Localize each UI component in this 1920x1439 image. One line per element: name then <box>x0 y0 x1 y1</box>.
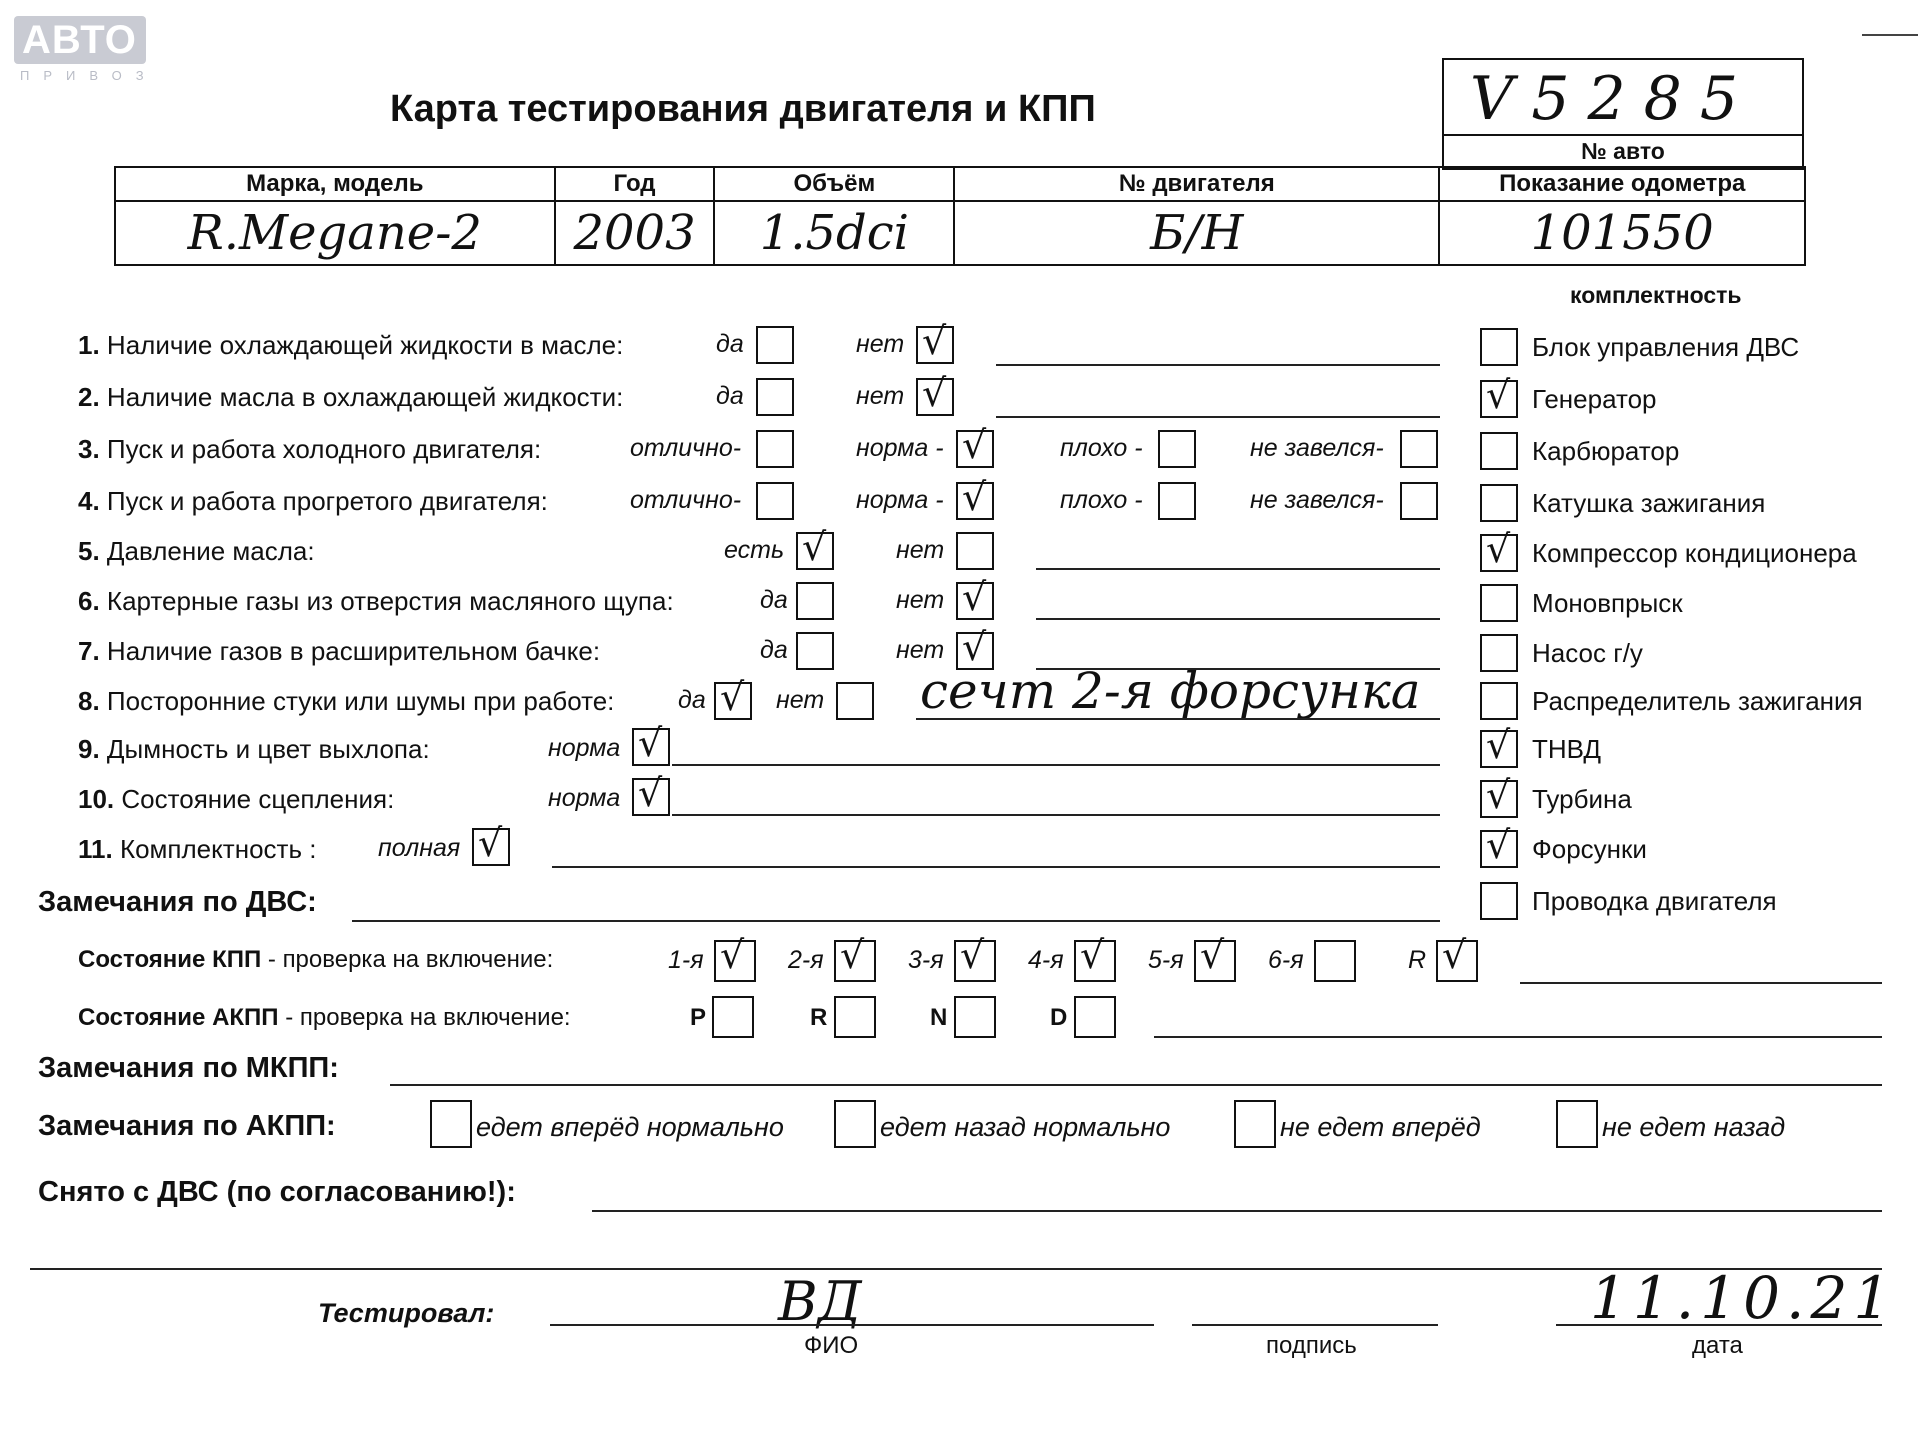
check-mark-icon: √ <box>1080 933 1105 977</box>
date-line <box>1556 1324 1882 1326</box>
tested-by-label: Тестировал: <box>318 1298 495 1328</box>
col-header-odometer: Показание одометра <box>1439 167 1805 201</box>
akpp-gear-n-checkbox[interactable] <box>954 996 996 1038</box>
q2-opt-no-label: нет <box>856 382 905 410</box>
q4-checkbox-nostart[interactable] <box>1400 482 1438 520</box>
cell-year: 2003 <box>555 201 715 265</box>
komplekt-checkbox-5[interactable] <box>1480 527 1518 572</box>
q10-opt-normal-label: норма <box>548 784 621 812</box>
q10-label <box>78 784 394 815</box>
q1-checkbox-no[interactable] <box>916 319 954 364</box>
check-mark-icon: √ <box>962 423 987 467</box>
akpp-note-line <box>1154 1036 1882 1038</box>
q5-checkbox-yes[interactable] <box>796 525 834 570</box>
kpp-gear-1-checkbox[interactable] <box>714 933 756 982</box>
komplekt-checkbox-9[interactable] <box>1480 723 1518 768</box>
q4-opt-bad-label: плохо - <box>1060 486 1143 514</box>
q1-checkbox-yes[interactable] <box>756 326 794 364</box>
akpp-label-bold: Состояние АКПП <box>78 1004 279 1031</box>
tested-by-fio-handwritten: ВД <box>778 1270 862 1333</box>
q11-text: Комплектность : <box>119 834 317 864</box>
kpp-gear-5-label: 5-я <box>1148 946 1184 974</box>
q9-text: Дымность и цвет выхлопа: <box>106 734 430 764</box>
cell-volume: 1.5dci <box>714 201 954 265</box>
akpp-gear-d-label: D <box>1050 1004 1068 1031</box>
q3-checkbox-nostart[interactable] <box>1400 430 1438 468</box>
q6-note-line <box>1036 618 1440 620</box>
akpp-gear-n-label: N <box>930 1004 948 1031</box>
q1-label <box>78 330 623 361</box>
check-mark-icon: √ <box>1486 527 1511 571</box>
q4-text: Пуск и работа прогретого двигателя: <box>106 486 548 516</box>
komplekt-item-4: Катушка зажигания <box>1532 488 1766 518</box>
cell-model: R.Megane-2 <box>115 201 555 265</box>
q2-opt-yes-label: да <box>716 382 744 410</box>
q5-note-line <box>1036 568 1440 570</box>
q7-checkbox-yes[interactable] <box>796 632 834 670</box>
kpp-gear-2-checkbox[interactable] <box>834 933 876 982</box>
check-mark-icon: √ <box>922 371 947 415</box>
remarks-mkpp-label: Замечания по МКПП: <box>38 1052 339 1084</box>
q3-opt-normal-label: норма - <box>856 434 944 462</box>
vehicle-info-table <box>114 166 1806 266</box>
q1-number: 1. <box>78 330 100 360</box>
q9-label <box>78 734 430 765</box>
page-title: Карта тестирования двигателя и КПП <box>390 88 1096 130</box>
komplekt-item-6: Моновпрыск <box>1532 588 1683 618</box>
q7-label <box>78 636 600 667</box>
q8-opt-no-label: нет <box>776 686 825 714</box>
removed-line-1 <box>592 1210 1882 1212</box>
kpp-gear-4-checkbox[interactable] <box>1074 933 1116 982</box>
logo-text: АВТО <box>22 18 137 62</box>
auto-number-value: V5285 <box>1470 64 1757 134</box>
col-header-year: Год <box>555 167 715 201</box>
check-mark-icon: √ <box>720 933 745 977</box>
q9-checkbox-normal[interactable] <box>632 721 670 766</box>
kpp-gear-3-label: 3-я <box>908 946 944 974</box>
kpp-gear-3-checkbox[interactable] <box>954 933 996 982</box>
check-mark-icon: √ <box>638 721 663 765</box>
komplekt-checkbox-10[interactable] <box>1480 773 1518 818</box>
q3-text: Пуск и работа холодного двигателя: <box>106 434 542 464</box>
q2-number: 2. <box>78 382 100 412</box>
q1-opt-no-label: нет <box>856 330 905 358</box>
q4-checkbox-excellent[interactable] <box>756 482 794 520</box>
scan-edge-mark <box>1862 34 1918 36</box>
q8-checkbox-yes[interactable] <box>714 675 752 720</box>
check-mark-icon: √ <box>638 771 663 815</box>
q3-opt-excellent-label: отлично- <box>630 434 742 462</box>
q8-note-line <box>916 718 1440 720</box>
q8-number: 8. <box>78 686 100 716</box>
q9-note-line <box>672 764 1440 766</box>
q5-number: 5. <box>78 536 100 566</box>
akpp-label <box>78 1004 571 1032</box>
check-mark-icon: √ <box>962 475 987 519</box>
q6-opt-no-label: нет <box>896 586 945 614</box>
kpp-label-bold: Состояние КПП <box>78 946 262 973</box>
q3-number: 3. <box>78 434 100 464</box>
akpp-no-backward-label: не едет назад <box>1602 1112 1786 1142</box>
q11-number: 11. <box>78 834 113 864</box>
q4-opt-nostart-label: не завелся- <box>1250 486 1384 514</box>
date-caption: дата <box>1692 1332 1743 1359</box>
akpp-gear-p-label: P <box>690 1004 707 1031</box>
q8-opt-yes-label: да <box>678 686 706 714</box>
akpp-no-forward-checkbox[interactable] <box>1234 1100 1276 1148</box>
fio-line <box>550 1324 1154 1326</box>
check-mark-icon: √ <box>1486 723 1511 767</box>
check-mark-icon: √ <box>1200 933 1225 977</box>
q9-number: 9. <box>78 734 100 764</box>
komplekt-checkbox-11[interactable] <box>1480 823 1518 868</box>
q3-checkbox-excellent[interactable] <box>756 430 794 468</box>
komplekt-item-7: Насос г/у <box>1532 638 1643 668</box>
akpp-gear-r-checkbox[interactable] <box>834 996 876 1038</box>
q11-opt-full-label: полная <box>378 834 461 862</box>
check-mark-icon: √ <box>962 625 987 669</box>
q7-text: Наличие газов в расширительном бачке: <box>106 636 601 666</box>
cell-engine-no: Б/Н <box>954 201 1439 265</box>
check-mark-icon: √ <box>960 933 985 977</box>
remarks-mkpp-line <box>390 1084 1882 1086</box>
removed-label: Снято с ДВС (по согласованию!): <box>38 1176 516 1208</box>
remarks-dvs-line <box>352 920 1440 922</box>
akpp-forward-ok-checkbox[interactable] <box>430 1100 472 1148</box>
komplekt-item-10: Турбина <box>1532 784 1632 814</box>
q4-opt-excellent-label: отлично- <box>630 486 742 514</box>
q11-checkbox-full[interactable] <box>472 821 510 866</box>
q5-checkbox-no[interactable] <box>956 532 994 570</box>
q5-opt-yes-label: есть <box>724 536 785 564</box>
check-mark-icon: √ <box>1486 823 1511 867</box>
q8-text: Посторонние стуки или шумы при работе: <box>106 686 615 716</box>
q3-checkbox-bad[interactable] <box>1158 430 1196 468</box>
q7-number: 7. <box>78 636 100 666</box>
q6-checkbox-yes[interactable] <box>796 582 834 620</box>
q6-label <box>78 586 674 617</box>
q8-note-handwritten: сечт 2-я форсунка <box>920 662 1421 720</box>
akpp-gear-d-checkbox[interactable] <box>1074 996 1116 1038</box>
kpp-label-text: - проверка на включение: <box>261 946 554 973</box>
q2-checkbox-yes[interactable] <box>756 378 794 416</box>
komplekt-item-2: Генератор <box>1532 384 1657 414</box>
check-mark-icon: √ <box>962 575 987 619</box>
q1-text: Наличие охлаждающей жидкости в масле: <box>106 330 624 360</box>
kpp-note-line <box>1520 982 1882 984</box>
q10-number: 10. <box>78 784 115 814</box>
logo-subtext: ПРИВОЗ <box>20 68 158 83</box>
kpp-gear-4-label: 4-я <box>1028 946 1064 974</box>
komplekt-checkbox-4[interactable] <box>1480 484 1518 522</box>
col-header-model: Марка, модель <box>115 167 555 201</box>
komplekt-checkbox-2[interactable] <box>1480 373 1518 418</box>
kpp-gear-1-label: 1-я <box>668 946 704 974</box>
q4-label <box>78 486 548 517</box>
signature-line <box>1192 1324 1438 1326</box>
komplekt-checkbox-3[interactable] <box>1480 432 1518 470</box>
akpp-no-forward-label: не едет вперёд <box>1280 1112 1481 1142</box>
logo <box>14 16 158 83</box>
q8-label <box>78 686 614 717</box>
check-mark-icon: √ <box>1442 933 1467 977</box>
q2-checkbox-no[interactable] <box>916 371 954 416</box>
q6-text: Картерные газы из отверстия масляного щупа: <box>106 586 674 616</box>
komplekt-item-8: Распределитель зажигания <box>1532 686 1863 716</box>
q4-number: 4. <box>78 486 100 516</box>
q3-opt-bad-label: плохо - <box>1060 434 1143 462</box>
check-mark-icon: √ <box>720 675 745 719</box>
check-mark-icon: √ <box>478 821 503 865</box>
remarks-akpp-label: Замечания по АКПП: <box>38 1110 336 1142</box>
komplekt-item-12: Проводка двигателя <box>1532 886 1777 916</box>
remarks-dvs-label: Замечания по ДВС: <box>38 886 317 918</box>
komplektnost-title: комплектность <box>1570 282 1742 308</box>
kpp-gear-5-checkbox[interactable] <box>1194 933 1236 982</box>
check-mark-icon: √ <box>1486 773 1511 817</box>
kpp-gear-r-checkbox[interactable] <box>1436 933 1478 982</box>
signature-caption: подпись <box>1266 1332 1357 1359</box>
akpp-gear-p-checkbox[interactable] <box>712 996 754 1038</box>
kpp-gear-6-label: 6-я <box>1268 946 1304 974</box>
q2-note-line <box>996 416 1440 418</box>
q10-note-line <box>672 814 1440 816</box>
check-mark-icon: √ <box>1486 373 1511 417</box>
q10-text: Состояние сцепления: <box>121 784 395 814</box>
q2-label <box>78 382 623 413</box>
komplekt-checkbox-12[interactable] <box>1480 882 1518 920</box>
q3-label <box>78 434 541 465</box>
fio-caption: ФИО <box>804 1332 859 1359</box>
kpp-gear-2-label: 2-я <box>788 946 824 974</box>
akpp-no-backward-checkbox[interactable] <box>1556 1100 1598 1148</box>
col-header-engine-no: № двигателя <box>954 167 1439 201</box>
q6-number: 6. <box>78 586 100 616</box>
cell-odometer: 101550 <box>1439 201 1805 265</box>
komplekt-checkbox-7[interactable] <box>1480 634 1518 672</box>
q10-checkbox-normal[interactable] <box>632 771 670 816</box>
q11-note-line <box>552 866 1440 868</box>
komplekt-item-3: Карбюратор <box>1532 436 1680 466</box>
q6-opt-yes-label: да <box>760 586 788 614</box>
akpp-forward-ok-label: едет вперёд нормально <box>476 1112 784 1142</box>
akpp-gear-r-label: R <box>810 1004 828 1031</box>
q4-opt-normal-label: норма - <box>856 486 944 514</box>
check-mark-icon: √ <box>840 933 865 977</box>
check-mark-icon: √ <box>802 525 827 569</box>
komplekt-item-11: Форсунки <box>1532 834 1647 864</box>
komplekt-checkbox-6[interactable] <box>1480 584 1518 622</box>
komplekt-checkbox-8[interactable] <box>1480 682 1518 720</box>
q5-text: Давление масла: <box>106 536 315 566</box>
auto-number-divider <box>1442 134 1804 136</box>
akpp-backward-ok-checkbox[interactable] <box>834 1100 876 1148</box>
q3-opt-nostart-label: не завелся- <box>1250 434 1384 462</box>
q8-checkbox-no[interactable] <box>836 682 874 720</box>
kpp-gear-6-checkbox[interactable] <box>1314 940 1356 982</box>
q1-note-line <box>996 364 1440 366</box>
q7-opt-yes-label: да <box>760 636 788 664</box>
q7-opt-no-label: нет <box>896 636 945 664</box>
kpp-label <box>78 946 553 974</box>
check-mark-icon: √ <box>922 319 947 363</box>
q1-opt-yes-label: да <box>716 330 744 358</box>
q5-label <box>78 536 315 567</box>
komplekt-checkbox-1[interactable] <box>1480 328 1518 366</box>
q11-label <box>78 834 316 865</box>
komplekt-item-1: Блок управления ДВС <box>1532 332 1800 362</box>
q9-opt-normal-label: норма <box>548 734 621 762</box>
auto-number-label: № авто <box>1581 138 1665 164</box>
q5-opt-no-label: нет <box>896 536 945 564</box>
q4-checkbox-bad[interactable] <box>1158 482 1196 520</box>
q2-text: Наличие масла в охлаждающей жидкости: <box>106 382 624 412</box>
komplekt-item-9: ТНВД <box>1532 734 1602 764</box>
q4-checkbox-normal[interactable] <box>956 475 994 520</box>
q6-checkbox-no[interactable] <box>956 575 994 620</box>
akpp-backward-ok-label: едет назад нормально <box>880 1112 1171 1142</box>
test-date-handwritten: 11.10.21 <box>1590 1264 1897 1332</box>
komplekt-item-5: Компрессор кондиционера <box>1532 538 1857 568</box>
q3-checkbox-normal[interactable] <box>956 423 994 468</box>
col-header-volume: Объём <box>714 167 954 201</box>
kpp-gear-r-label: R <box>1408 946 1427 974</box>
akpp-label-text: - проверка на включение: <box>278 1004 571 1031</box>
